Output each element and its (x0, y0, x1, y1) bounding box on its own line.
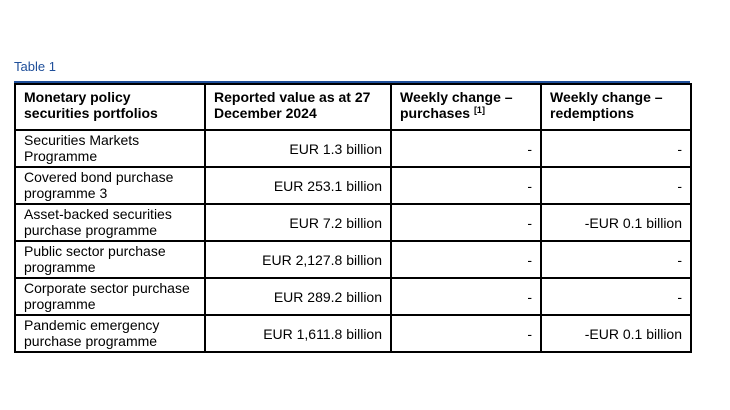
cell-purchases: - (391, 278, 541, 315)
cell-reported-value: EUR 2,127.8 billion (205, 241, 391, 278)
table-row (15, 167, 691, 204)
cell-purchases: - (391, 315, 541, 352)
table-row (15, 130, 691, 167)
cell-redemptions: - (541, 130, 691, 167)
cell-redemptions: - (541, 241, 691, 278)
table-row (15, 315, 691, 352)
cell-redemptions: - (541, 278, 691, 315)
cell-purchases: - (391, 241, 541, 278)
table-row (15, 204, 691, 241)
footnote-link[interactable]: [1] (473, 105, 485, 115)
cell-redemptions: -EUR 0.1 billion (541, 315, 691, 352)
cell-purchases: - (391, 130, 541, 167)
cell-portfolio: Securities Markets Programme (15, 130, 205, 167)
cell-portfolio: Public sector purchase programme (15, 241, 205, 278)
header-weekly-purchases (391, 84, 541, 130)
header-weekly-redemptions: Weekly change – redemptions (541, 84, 691, 130)
portfolio-table (14, 83, 692, 353)
cell-reported-value: EUR 1,611.8 billion (205, 315, 391, 352)
table-row (15, 278, 691, 315)
cell-reported-value: EUR 289.2 billion (205, 278, 391, 315)
cell-reported-value: EUR 1.3 billion (205, 130, 391, 167)
header-portfolio: Monetary policy securities portfolios (15, 84, 205, 130)
table-caption: Table 1 (14, 59, 56, 74)
cell-purchases: - (391, 204, 541, 241)
header-reported-value: Reported value as at 27 December 2024 (205, 84, 391, 130)
cell-purchases: - (391, 167, 541, 204)
cell-portfolio: Asset-backed securities purchase programme (15, 204, 205, 241)
cell-redemptions: - (541, 167, 691, 204)
cell-reported-value: EUR 253.1 billion (205, 167, 391, 204)
table-header-row (15, 84, 691, 130)
cell-reported-value: EUR 7.2 billion (205, 204, 391, 241)
cell-portfolio: Pandemic emergency purchase programme (15, 315, 205, 352)
header-weekly-purchases-label: Weekly change – purchases (400, 89, 513, 121)
cell-portfolio: Corporate sector purchase programme (15, 278, 205, 315)
cell-portfolio: Covered bond purchase programme 3 (15, 167, 205, 204)
table-row (15, 241, 691, 278)
cell-redemptions: -EUR 0.1 billion (541, 204, 691, 241)
